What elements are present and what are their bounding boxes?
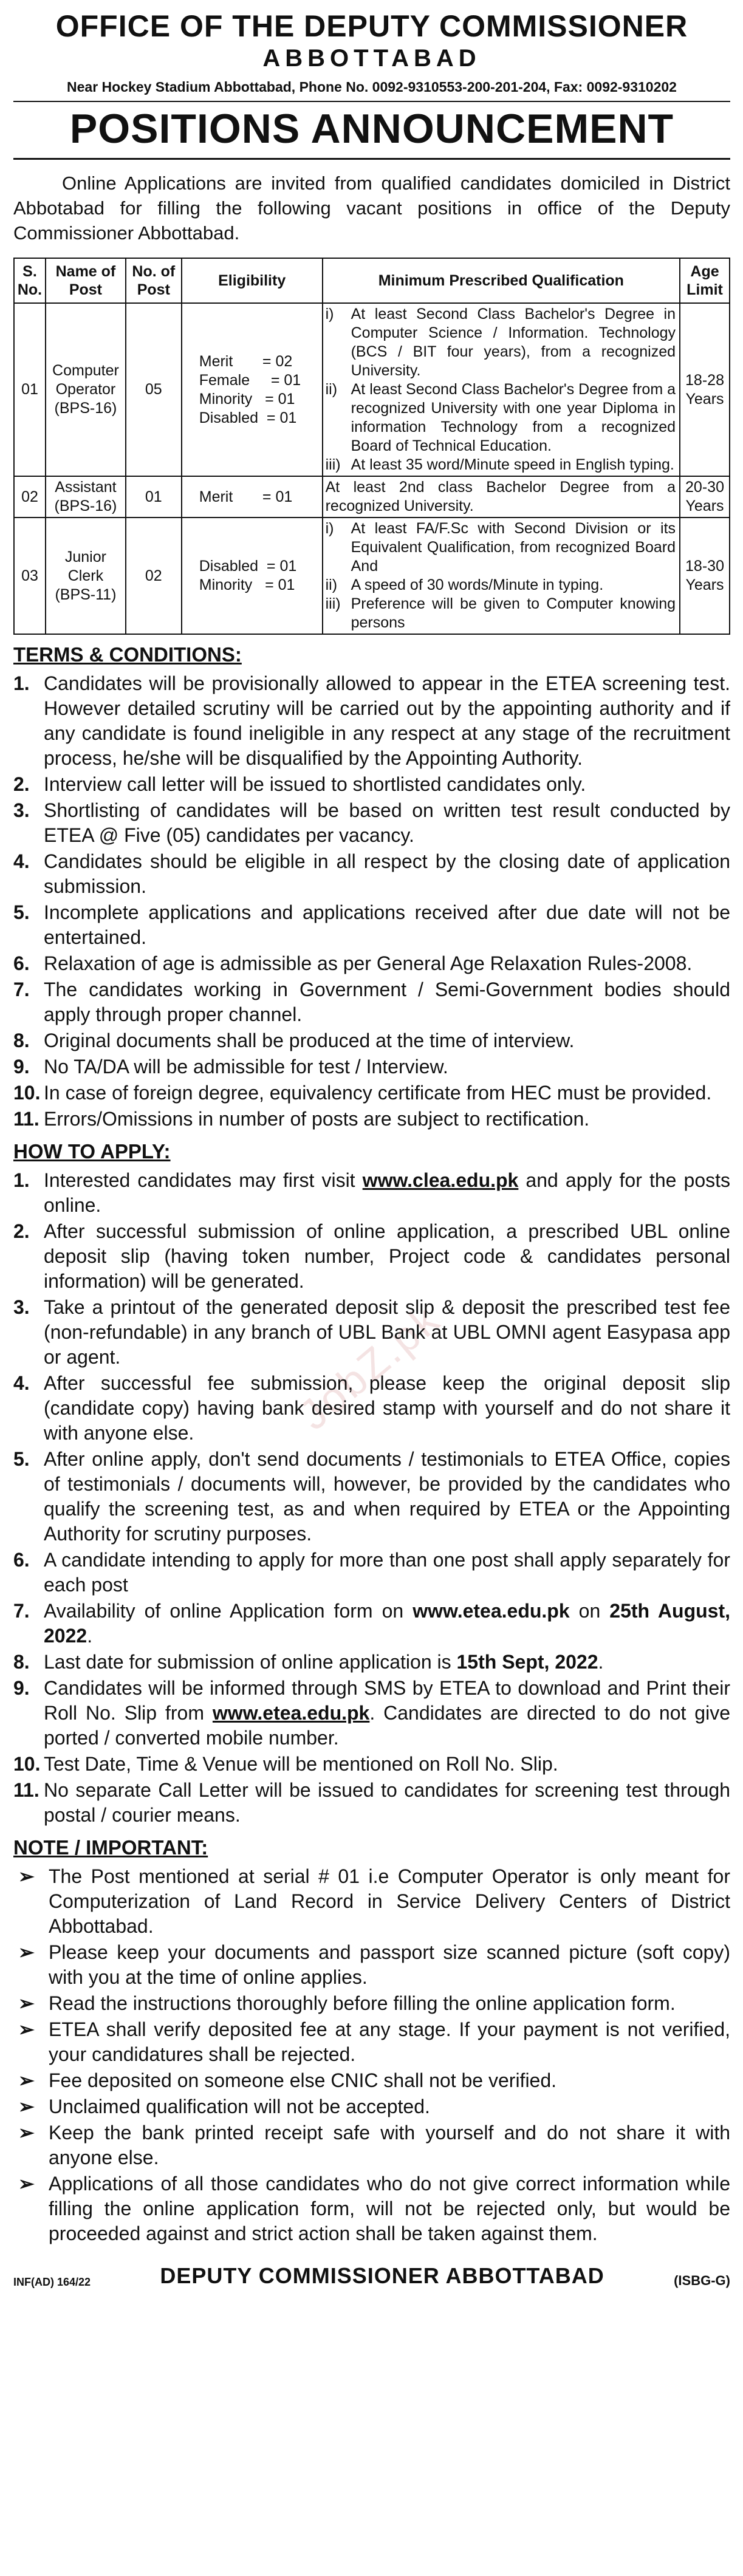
advertisement bbox=[13, 9, 730, 2289]
list-item: 2. Interview call letter will be issued to shortlisted candidates only. bbox=[13, 773, 586, 795]
row-post: Assistant (BPS-16) bbox=[46, 476, 126, 518]
list-item: 11. Errors/Omissions in number of posts are subject to rectification. bbox=[13, 1108, 590, 1130]
row-count: 02 bbox=[126, 518, 182, 634]
arrow-bullet-icon: ➢ bbox=[18, 2173, 35, 2195]
table-row bbox=[14, 476, 730, 518]
col-qualification: Minimum Prescribed Qualification bbox=[323, 258, 680, 303]
apply-heading: HOW TO APPLY: bbox=[13, 1140, 171, 1163]
list-item: 11. No separate Call Letter will be issued to candidates for screening test through postal / courier means. bbox=[13, 1779, 730, 1826]
list-item: 6. Relaxation of age is admissible as per General Age Relaxation Rules-2008. bbox=[13, 952, 693, 974]
office-address: Near Hockey Stadium Abbottabad, Phone No. 0092-9310553-200-201-204, Fax: 0092-9310202 bbox=[67, 79, 677, 95]
list-item: 2. After successful submission of online application, a prescribed UBL online deposit slip (having token number, Project code & candidates personal information) will be generated. bbox=[13, 1220, 730, 1292]
list-item: 4. After successful fee submission, please keep the original deposit slip (candidate copy) having bank desired stamp with yourself and do not share it with anyone else. bbox=[13, 1372, 730, 1444]
list-item: ➢ Applications of all those candidates who do not give correct information while filling the online application form, will not be rejected only, but would be proceeded against and strict action shall be taken against them. bbox=[13, 2171, 730, 2246]
row-age: 18-28 Years bbox=[680, 303, 730, 476]
terms-list bbox=[13, 671, 730, 1132]
list-item: 6. A candidate intending to apply for more than one post shall apply separately for each post bbox=[13, 1549, 730, 1596]
list-item: 9. No TA/DA will be admissible for test / Interview. bbox=[13, 1056, 448, 1078]
arrow-bullet-icon: ➢ bbox=[18, 2018, 35, 2040]
row-age: 20-30 Years bbox=[680, 476, 730, 518]
col-count: No. of Post bbox=[126, 258, 182, 303]
list-item: 1. Candidates will be provisionally allowed to appear in the ETEA screening test. However detailed scrutiny will be carried out by the appointing authority and if any candidate is found ineligible in any respect at any stage of the recruitment process, he/she will be disqualified by the Appointing Authority. bbox=[13, 672, 730, 769]
arrow-bullet-icon: ➢ bbox=[18, 2096, 35, 2117]
row-post: Junior Clerk (BPS-11) bbox=[46, 518, 126, 634]
arrow-bullet-icon: ➢ bbox=[18, 1865, 35, 1887]
list-item: 7. Availability of online Application form on www.etea.edu.pk on 25th August, 2022. bbox=[13, 1600, 731, 1647]
etea-link[interactable]: www.etea.edu.pk bbox=[212, 1702, 370, 1724]
list-item: 3. Take a printout of the generated deposit slip & deposit the prescribed test fee (non-refundable) in any branch of UBL Bank at UBL OMNI agent Easypasa app or agent. bbox=[13, 1296, 730, 1368]
row-sno: 02 bbox=[14, 476, 46, 518]
apply-list bbox=[13, 1168, 730, 1828]
list-item: 8. Original documents shall be produced at the time of interview. bbox=[13, 1030, 575, 1051]
notes-heading: NOTE / IMPORTANT: bbox=[13, 1836, 208, 1859]
row-count: 05 bbox=[126, 303, 182, 476]
footer-code: (ISBG-G) bbox=[674, 2273, 730, 2288]
row-qualification: i) At least FA/F.Sc with Second Division or its Equivalent Qualification, from recognized Board And ii) A speed of 30 words/Minute in typing. iii) Preference will be given to Computer knowing persons bbox=[323, 518, 680, 634]
arrow-bullet-icon: ➢ bbox=[18, 2069, 35, 2091]
row-sno: 01 bbox=[14, 303, 46, 476]
list-item: 5. After online apply, don't send documents / testimonials to ETEA Office, copies of testimonials / documents will, however, be provided by the candidates who qualify the screening test, as and when required by ETEA or the Appointing Authority for scrutiny purposes. bbox=[13, 1448, 730, 1545]
list-item: ➢ Unclaimed qualification will not be accepted. bbox=[13, 2094, 730, 2119]
etea-link[interactable]: www.etea.edu.pk bbox=[413, 1600, 570, 1622]
list-item: 10. Test Date, Time & Venue will be mentioned on Roll No. Slip. bbox=[13, 1753, 558, 1775]
col-post: Name of Post bbox=[46, 258, 126, 303]
terms-heading: TERMS & CONDITIONS: bbox=[13, 643, 242, 666]
list-item: ➢ The Post mentioned at serial # 01 i.e Computer Operator is only meant for Computerization of Land Record in Service Delivery Centers of District Abbottabad. bbox=[13, 1864, 730, 1939]
announcement-banner: POSITIONS ANNOUNCEMENT bbox=[13, 101, 730, 160]
row-qualification: i) At least Second Class Bachelor's Degree in Computer Science / Information. Technology (BCS / BIT four years), from a recognized University. ii) At least Second Class Bachelor's Degree from a recognized University with one year Diploma in information Technology from a recognized Board of Technical Education. iii) At least 35 word/Minute speed in English typing. bbox=[323, 303, 680, 476]
row-age: 18-30 Years bbox=[680, 518, 730, 634]
col-age: Age Limit bbox=[680, 258, 730, 303]
list-item: 4. Candidates should be eligible in all respect by the closing date of application submission. bbox=[13, 850, 730, 897]
row-post: Computer Operator (BPS-16) bbox=[46, 303, 126, 476]
list-item: ➢ Read the instructions thoroughly before filling the online application form. bbox=[13, 1991, 730, 2016]
reference-number: INF(AD) 164/22 bbox=[13, 2276, 91, 2288]
list-item: 10. In case of foreign degree, equivalency certificate from HEC must be provided. bbox=[13, 1082, 712, 1104]
row-count: 01 bbox=[126, 476, 182, 518]
list-item: ➢ Keep the bank printed receipt safe with yourself and do not share it with anyone else. bbox=[13, 2120, 730, 2170]
office-city: ABBOTTABAD bbox=[262, 45, 481, 72]
list-item: 7. The candidates working in Government / Semi-Government bodies should apply through proper channel. bbox=[13, 979, 730, 1025]
list-item: ➢ ETEA shall verify deposited fee at any stage. If your payment is not verified, your candidatures shall be rejected. bbox=[13, 2017, 730, 2067]
notes-list bbox=[13, 1864, 730, 2246]
positions-table bbox=[13, 258, 730, 635]
list-item: ➢ Please keep your documents and passport size scanned picture (soft copy) with you at the time of online applies. bbox=[13, 1940, 730, 1990]
row-qualification: At least 2nd class Bachelor Degree from a recognized University. bbox=[323, 476, 680, 518]
row-eligibility: Disabled = 01 Minority = 01 bbox=[182, 518, 323, 634]
arrow-bullet-icon: ➢ bbox=[18, 2122, 35, 2144]
row-eligibility: Merit = 02 Female = 01 Minority = 01 Disabled = 01 bbox=[182, 303, 323, 476]
table-row bbox=[14, 303, 730, 476]
signature-line: DEPUTY COMMISSIONER ABBOTTABAD bbox=[160, 2263, 604, 2288]
list-item: 5. Incomplete applications and applications received after due date will not be entertained. bbox=[13, 901, 730, 948]
office-title: OFFICE OF THE DEPUTY COMMISSIONER bbox=[55, 9, 688, 43]
intro-paragraph: Online Applications are invited from qualified candidates domiciled in District Abbotabad for filling the following vacant positions in office of the Deputy Commissioner Abbottabad. bbox=[13, 173, 730, 244]
clea-link[interactable]: www.clea.edu.pk bbox=[362, 1169, 519, 1191]
watermark: JobZ.pk bbox=[290, 1294, 450, 1439]
table-header-row bbox=[14, 258, 730, 303]
list-item: ➢ Fee deposited on someone else CNIC shall not be verified. bbox=[13, 2068, 730, 2093]
list-item: 1. Interested candidates may first visit www.clea.edu.pk and apply for the posts online. bbox=[13, 1169, 731, 1216]
footer bbox=[13, 2263, 730, 2289]
list-item: 8. Last date for submission of online application is 15th Sept, 2022. bbox=[13, 1651, 604, 1673]
col-sno: S. No. bbox=[14, 258, 46, 303]
list-item: 3. Shortlisting of candidates will be based on written test result conducted by ETEA @ Five (05) candidates per vacancy. bbox=[13, 799, 730, 846]
col-eligibility: Eligibility bbox=[182, 258, 323, 303]
table-row bbox=[14, 518, 730, 634]
arrow-bullet-icon: ➢ bbox=[18, 1941, 35, 1963]
list-item: 9. Candidates will be informed through SMS by ETEA to download and Print their Roll No. Slip from www.etea.edu.pk. Candidates are directed to do not give ported / converted mobile number. bbox=[13, 1677, 731, 1749]
arrow-bullet-icon: ➢ bbox=[18, 1992, 35, 2014]
row-sno: 03 bbox=[14, 518, 46, 634]
row-eligibility: Merit = 01 bbox=[182, 476, 323, 518]
